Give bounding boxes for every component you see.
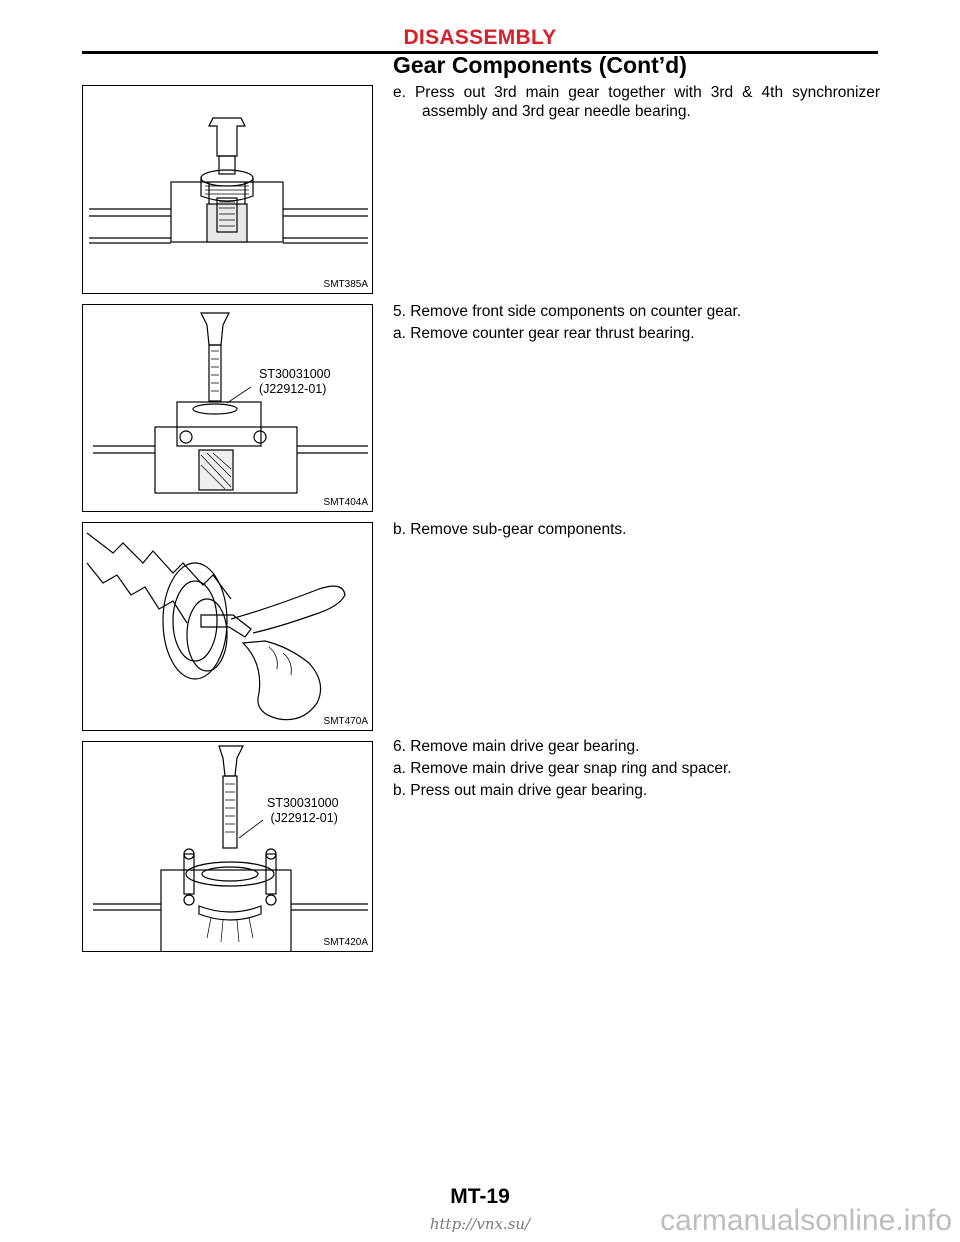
page-number: MT-19: [450, 1185, 510, 1208]
figure-label: SMT470A: [323, 716, 368, 727]
step-block-3: [393, 520, 880, 542]
figure-sub-gear: [82, 522, 373, 731]
tool-number-label: ST30031000 (J22912-01): [267, 796, 339, 825]
press-illustration-3: [83, 742, 373, 952]
figure-press-3rd-gear: [82, 85, 373, 294]
figure-counter-gear-bearing: [82, 304, 373, 512]
pliers-illustration: [83, 523, 373, 731]
figure-label: SMT385A: [323, 279, 368, 290]
section-title: DISASSEMBLY: [403, 26, 557, 49]
press-illustration-1: [83, 86, 373, 294]
figure-main-drive-bearing: [82, 741, 373, 952]
press-illustration-2: [83, 305, 373, 512]
step-b-remove-sub-gear: b. Remove sub-gear components.: [393, 521, 627, 538]
page-heading: Gear Components (Cont’d): [393, 52, 687, 78]
step-a-remove-snap-ring: a. Remove main drive gear snap ring and spacer.: [393, 760, 732, 777]
tool-number-label: ST30031000 (J22912-01): [259, 367, 331, 396]
watermark: carmanualsonline.info: [660, 1204, 952, 1237]
step-6-remove-bearing: 6. Remove main drive gear bearing.: [393, 738, 640, 755]
step-b-press-out-bearing: b. Press out main drive gear bearing.: [393, 782, 648, 799]
step-block-1: [393, 83, 880, 124]
step-block-2: [393, 302, 880, 346]
figure-label: SMT420A: [323, 937, 368, 948]
step-a-remove-thrust-bearing: a. Remove counter gear rear thrust bearing.: [393, 325, 695, 342]
footer-link[interactable]: http://vnx.su/: [429, 1215, 531, 1233]
step-5-remove-front-side: 5. Remove front side components on counter gear.: [393, 303, 742, 320]
step-block-4: [393, 737, 880, 803]
figure-label: SMT404A: [323, 497, 368, 508]
step-e-press-out: e. Press out 3rd main gear together with 3rd & 4th synchronizer assembly and 3rd gear needle bearing.: [393, 84, 880, 120]
